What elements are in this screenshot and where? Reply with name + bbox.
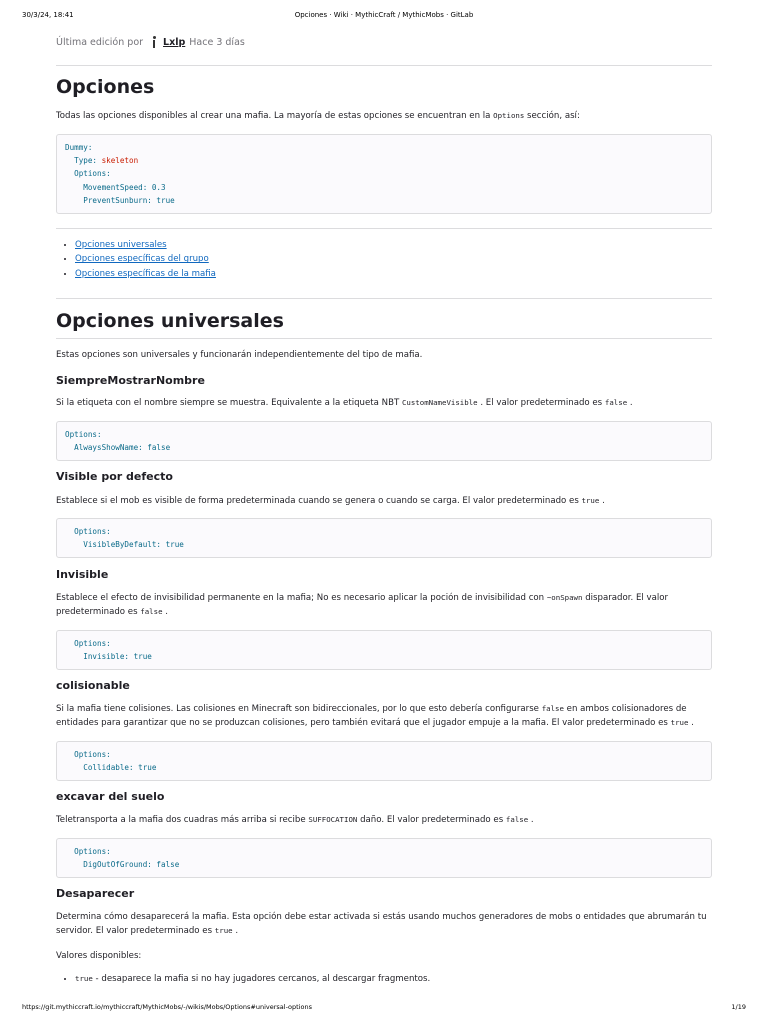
toc-item (75, 252, 731, 266)
option-title-despawn: Desaparecer (56, 887, 135, 900)
option-title-invisible: Invisible (56, 568, 109, 581)
code-block-dig-out-of-ground: Options: DigOutOfGround: false (56, 838, 712, 878)
section-title-universal: Opciones universales (56, 310, 284, 332)
divider (56, 298, 712, 299)
toc-item (75, 238, 731, 252)
option-desc-collidable: Si la mafia tiene colisiones. Las colisiones en Minecraft son bidireccionales, por lo que esto debería configurarse false en ambos colisionadores de entidades para garantizar que no se produzcan colisiones, pero también evitará que el jugador empuje a la mafia. El valor predeterminado es true . (56, 704, 694, 728)
intro-paragraph: Todas las opciones disponibles al crear una mafia. La mayoría de estas opciones se encuentran en la Options sección, así: (56, 111, 580, 121)
toc-link-group[interactable]: Opciones específicas del grupo (75, 254, 209, 265)
toc-link-mob[interactable]: Opciones específicas de la mafia (75, 268, 216, 279)
option-desc-always-show-name: Si la etiqueta con el nombre siempre se muestra. Equivalente a la etiqueta NBT CustomNameVisible . El valor predeterminado es false . (56, 398, 633, 408)
option-desc-visible-by-default: Establece si el mob es visible de forma predeterminada cuando se genera o cuando se carga. El valor predeterminado es true . (56, 496, 605, 506)
print-url: https://git.mythiccraft.io/mythiccraft/MythicMobs/-/wikis/Mobs/Options#universal-options (22, 1003, 312, 1011)
code-block-visible-by-default: Options: VisibleByDefault: true (56, 518, 712, 558)
option-title-always-show-name: SiempreMostrarNombre (56, 374, 205, 387)
divider (56, 228, 712, 229)
despawn-values-list (56, 972, 731, 986)
print-page-number: 1/19 (731, 1003, 746, 1011)
user-avatar-icon (151, 36, 157, 48)
option-title-collidable: colisionable (56, 679, 130, 692)
intro-code-block: Dummy: Type: skeleton Options: MovementSpeed: 0.3 PreventSunburn: true (56, 134, 712, 214)
available-values-label: Valores disponibles: (56, 951, 142, 961)
last-edit-prefix: Última edición por (56, 36, 144, 48)
last-edit-time: Hace 3 días (189, 36, 245, 48)
last-edit-info (56, 34, 712, 50)
option-desc-dig-out-of-ground: Teletransporta a la mafia dos cuadras más arriba si recibe SUFFOCATION daño. El valor predeterminado es false . (56, 815, 534, 825)
divider (56, 65, 712, 66)
last-edit-user-link[interactable]: Lxlp (163, 36, 186, 48)
toc-link-universal[interactable]: Opciones universales (75, 240, 167, 250)
wiki-content (56, 34, 712, 984)
code-block-collidable: Options: Collidable: true (56, 741, 712, 781)
divider (56, 338, 712, 339)
code-block-invisible: Options: Invisible: true (56, 630, 712, 670)
table-of-contents (56, 238, 731, 281)
print-datetime: 30/3/24, 18:41 (22, 11, 74, 19)
code-block-always-show-name: Options: AlwaysShowName: false (56, 421, 712, 461)
toc-item (75, 267, 731, 281)
list-item: • true - desaparece la mafia si no hay jugadores cercanos, al descargar fragmentos. (75, 972, 731, 986)
option-desc-invisible: Establece el efecto de invisibilidad permanente en la mafia; No es necesario aplicar la poción de invisibilidad con ~onSpawn disparador. El valor predeterminado es false . (56, 593, 669, 617)
option-title-dig-out-of-ground: excavar del suelo (56, 790, 165, 803)
print-title: Opciones · Wiki · MythicCraft / MythicMobs · GitLab (294, 11, 474, 19)
option-title-visible-by-default: Visible por defecto (56, 470, 173, 483)
universal-intro: Estas opciones son universales y funcionarán independientemente del tipo de mafia. (56, 350, 423, 360)
page-title: Opciones (56, 76, 155, 98)
option-desc-despawn: Determina cómo desaparecerá la mafia. Esta opción debe estar activada si estás usando muchos generadores de mobs o entidades que abrumarán tu servidor. El valor predeterminado es true . (56, 912, 707, 936)
